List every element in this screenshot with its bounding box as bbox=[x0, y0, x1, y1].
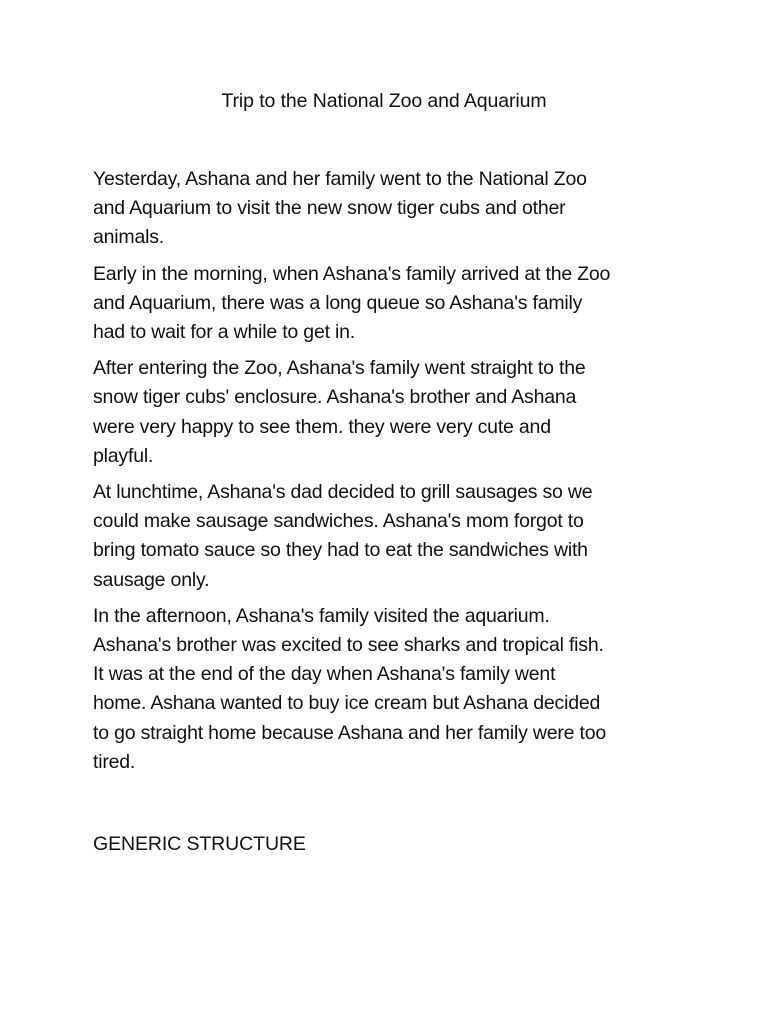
paragraph-line: snow tiger cubs' enclosure. Ashana's brother and Ashana bbox=[93, 386, 577, 409]
paragraph-line: and Aquarium, there was a long queue so Ashana's family bbox=[93, 291, 583, 314]
paragraph-2 bbox=[93, 260, 683, 348]
paragraph-line: It was at the end of the day when Ashana's family went bbox=[93, 663, 556, 686]
document-body bbox=[93, 165, 683, 784]
paragraph-line: playful. bbox=[93, 444, 154, 467]
paragraph-1 bbox=[93, 165, 683, 253]
paragraph-line: Ashana's brother was excited to see sharks and tropical fish. bbox=[93, 634, 604, 657]
paragraph-line: Early in the morning, when Ashana's family arrived at the Zoo bbox=[93, 262, 611, 285]
paragraph-line: At lunchtime, Ashana's dad decided to grill sausages so we bbox=[93, 481, 593, 504]
paragraph-line: tired. bbox=[93, 750, 136, 773]
paragraph-line: animals. bbox=[93, 226, 165, 249]
paragraph-line: sausage only. bbox=[93, 568, 210, 591]
paragraph-line: bring tomato sauce so they had to eat the sandwiches with bbox=[93, 539, 588, 562]
paragraph-line: In the afternoon, Ashana's family visited the aquarium. bbox=[93, 604, 550, 627]
paragraph-line: were very happy to see them. they were very cute and bbox=[93, 415, 551, 438]
document-title: Trip to the National Zoo and Aquarium bbox=[221, 90, 547, 112]
paragraph-3 bbox=[93, 354, 683, 471]
paragraph-line: had to wait for a while to get in. bbox=[93, 321, 356, 344]
section-heading: GENERIC STRUCTURE bbox=[93, 833, 306, 855]
paragraph-4 bbox=[93, 478, 683, 595]
paragraph-line: could make sausage sandwiches. Ashana's mom forgot to bbox=[93, 510, 584, 533]
paragraph-5 bbox=[93, 602, 683, 777]
paragraph-line: and Aquarium to visit the new snow tiger cubs and other bbox=[93, 197, 566, 220]
paragraph-line: to go straight home because Ashana and her family were too bbox=[93, 721, 607, 744]
paragraph-line: home. Ashana wanted to buy ice cream but Ashana decided bbox=[93, 692, 601, 715]
paragraph-line: Yesterday, Ashana and her family went to the National Zoo bbox=[93, 168, 587, 190]
paragraph-line: After entering the Zoo, Ashana's family went straight to the bbox=[93, 357, 586, 380]
